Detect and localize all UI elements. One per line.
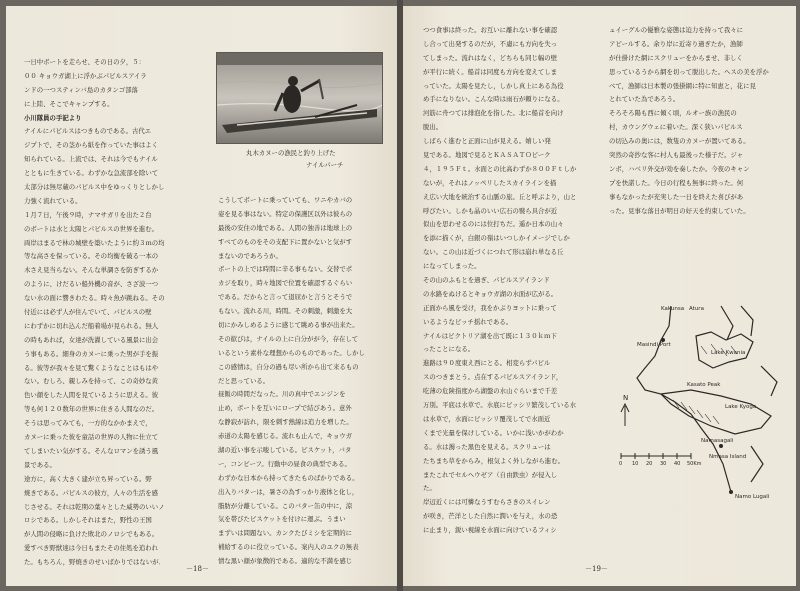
map-label-lake-kwania: Lake Kwania (711, 350, 746, 356)
text-line: を添に描くが，白銀の嶺はいつしかイメージでしか (423, 234, 570, 243)
text-line: 湖の近い事を示唆している。ビスケット，バタ (218, 446, 352, 455)
map-label-namasagali: Namasagali (701, 438, 734, 444)
text-line: 吃薄の危険指度から湖盤の水山ぐらいまで千差 (423, 387, 558, 396)
text-line: じさせる。それは乾期の葉々とした威勢のいいノ (24, 502, 165, 511)
text-line: 等な高さを保っている。その均衡を破る一本の (24, 252, 159, 261)
text-line: う事もある。細身のカヌーに乗った男が手を振 (24, 349, 159, 358)
text-line: ったことになる。 (423, 345, 475, 354)
page-number-left: －18－ (186, 565, 209, 573)
text-line: が人間の侵略に負けた敗北のノロシでもある。 (24, 530, 159, 539)
text-line: のボートは水と太陽とパピルスの世界を進む。 (24, 224, 159, 233)
text-line: とともに生きている。わずかな急流部を除いて (24, 169, 159, 178)
text-line: 河筋に舟つては排泡化を指した。北に船首を向け (423, 109, 564, 118)
text-line: 姿を見る事はない。特定の保護区以外は彼らの (218, 209, 353, 218)
text-line: ンドの一つスティンバ島のカタンゴ部落 (24, 85, 138, 94)
text-line: め手になりない。こんな時は雨石が頼りになる。 (423, 95, 564, 104)
left-page (6, 6, 397, 586)
map-north-label: N (623, 394, 629, 402)
text-line: またこれでセルヘウゼア（自由鉄虫）が侵入し (423, 470, 558, 479)
text-line: つつ食事は終った。お互いに離れない事を確認 (423, 26, 558, 34)
photo-caption-line2: ナイルパーチ (306, 161, 344, 169)
text-line: 呼びたい。しかも晶のいい広石の襞ら具合が近 (423, 206, 558, 215)
text-line: とれていた為であろう。 (609, 95, 680, 104)
text-line: 両岸はまるで林の城壁を築いたように約３ｍの均 (24, 238, 165, 247)
text-line: すべてのものをその支配下に置かないと気がす (218, 237, 353, 246)
text-line: 情な黒い顔が象徴的である。適的な不満を感じ (218, 557, 353, 566)
scale-tick-20: 20 (646, 461, 653, 467)
text-line: 景である。 (24, 460, 56, 469)
map-label-atura: Atura (689, 306, 704, 312)
text-line: る。水は濁った黒色を見える。スクリューは (423, 442, 551, 451)
text-line: 太部分は無尽蔵のパピルス中をゆっくりとしかし (24, 183, 165, 192)
text-line: いるようなピッチ揺れである。 (423, 317, 513, 326)
text-line: ００ キョウガ湖上に浮かぶパピルスアイラ (24, 71, 147, 80)
text-line: になってしまった。 (423, 262, 481, 271)
text-line: にわずかに切れ込んだ船着場が見られる。無人 (24, 321, 159, 330)
text-line: し合って出発するのだが，不慮にも方向を失っ (423, 39, 558, 48)
text-line: くまで光量を保けしている。いかに浅いかがわか (423, 428, 564, 437)
text-line: そろそろ陽も西に傾く頃，ルオー族の漁民の (609, 109, 737, 118)
scale-tick-0: 0 (619, 461, 623, 467)
text-line: わずかな日本から持ってきたものばかりである。 (218, 473, 359, 482)
text-line: 色い顔をした人間を見ているように思える。彼 (24, 391, 159, 400)
text-line: しばらく進むと正面に山が見える。嬉しい発 (423, 137, 551, 146)
scale-tick-30: 30 (660, 461, 667, 467)
text-line: の水路をぬけるとキョウガ湖の水面が広がる。 (423, 289, 558, 298)
text-line: え広い大地を統治する山脈の旅。丘と呼ぶより，山と (423, 192, 577, 201)
text-line: ロシである。しかしそれはまた，野性の王国 (24, 516, 152, 525)
text-line: ない水の面に響きわたる。時々魚が跳ねる。その (24, 294, 165, 303)
text-line: 事もなかったが充実した一日を終えた喜びがあ (609, 192, 744, 201)
text-line: が平行に続く。船首は同度も方向を変えてしま (423, 67, 558, 76)
text-line: は水草で，水面にピッシリ覆茂してで水面近 (423, 414, 551, 423)
text-line: いるという素朴な理想からのものであった。しかし (218, 348, 365, 357)
map-label-kasato-peak: Kasato Peak (687, 382, 721, 388)
page-number-right: －19－ (585, 565, 608, 573)
text-line: べて，漁師は日本製の張掛網に特に知恵と，花に見 (609, 81, 756, 90)
text-line: その山のふもとを過ぎ、パピルスアイランド (423, 276, 550, 285)
text-line: 木さえ見当らない。そんな単調さを防ぎするか (24, 266, 159, 275)
text-line: ュイーグルの優雅な姿態は迫力を持って我々に (609, 26, 744, 34)
namasagali-dot (719, 444, 723, 448)
text-line: 見である。地図で見るとＫＡＳＡＴＯピーク (423, 151, 551, 160)
text-line: に止まり，鋭い視線を水面に向けているフィシ (423, 526, 557, 535)
text-line: 昼飯の時間だなった。川の真中でエンジンを (218, 390, 346, 399)
map-label-namo-lugali: Namo Lugali (735, 494, 770, 500)
namo-lugali-dot (729, 490, 733, 494)
text-line: もない。流れる川，時間。その刺激，刺激を大 (218, 307, 353, 316)
text-line: 似山を思わせるのには位打ちだ。遥か日本の山々 (423, 220, 564, 229)
text-line: た。 (423, 484, 436, 493)
text-line: 等も何１２０数年の世界に住きる人間なのだ。 (24, 405, 159, 414)
text-line: てしまいたい気がする。そんなロマンを誘う風 (24, 446, 159, 455)
text-line: その歓びは，ナイルの上に自分がが今，存在して (218, 334, 359, 343)
text-line: ないが，それはノッペリしたスカイラインを描 (423, 178, 557, 187)
text-line: 愛すべき野獣達は今日もまたその住処を追われ (24, 544, 159, 553)
text-line: こうしてボートに乗っていても、ワニやカバの (218, 196, 353, 204)
text-line: な静寂が訪れ，限を刺す熱線は追力を増した。 (218, 418, 353, 427)
text-line: 付近には必ず人が住んでいて、パピルスの壁 (24, 308, 152, 317)
text-line: 脱出。 (423, 123, 443, 132)
text-line: ４，１９５Ｆｔ。水面との比高わずか８００Ｆｔしか (423, 164, 577, 173)
text-line: 進路は９０度東え西にとる。相変らずパピル (423, 359, 551, 368)
left-column-a (24, 56, 210, 570)
text-line: 赤道の太陽を感じる。流れも止んで，キョウガ (218, 432, 353, 441)
text-line: が咲き，芒洋とした自然に潤いを与え，水の恐 (423, 512, 558, 521)
text-line: カジを取り，時々地図で位置を確認するぐらい (218, 279, 353, 288)
text-line: この感情は，自分の過も尽い所から出て来るもの (218, 362, 359, 371)
text-line: っていた。太陽を見たし，しかし真上にある為役 (423, 81, 564, 90)
text-line: 万別。平底は水草で。水底にビッシリ繁茂している水 (423, 401, 576, 410)
text-line: 途方に，高く大きく建が立ち昇っている。野 (24, 474, 152, 483)
text-line: 村，カウングウェに着いた。深く狭いパピルス (609, 123, 743, 132)
scale-tick-50km: 50Km (687, 461, 702, 467)
text-line: 突然の奇抄な客に村人も最後った様子だ。ジャ (609, 151, 744, 160)
text-line: プを快諾した。今日の行程も無事に終った。何 (609, 178, 744, 187)
text-line: 焼きである。パピルスの彼方，人々の生活を感 (24, 488, 159, 497)
text-line: 脂肪が分離している。このバター缶の中に，涼 (218, 501, 353, 510)
text-line: ンボ，ハベリ外交が効を奏したか。今夜のキャン (609, 164, 750, 173)
text-line: 最後の安住の地である。人間の独善は地球上の (218, 223, 353, 232)
text-line: 切にかみしめるように感じて眺める事が出来た。 (218, 321, 359, 330)
text-line: である。だからと言って退屈かと言うとそうで (218, 293, 353, 302)
text-line: 一日中ボートを走らせ、その日の夕，５： (24, 58, 146, 66)
text-line: 知られている。上流では、それは今でもナイル (24, 155, 158, 164)
map-label-kakunsa: Kakunsa (661, 306, 685, 312)
route-map (601, 296, 786, 526)
map-label-nmasa-island: Nmasa Island (709, 454, 747, 460)
text-line: ナイルはビクトリア湖を出て既に１３０ｋｍ下 (423, 331, 557, 340)
text-line: まずいは問題ない。カンクたびミシを定期的に (218, 529, 353, 538)
text-line: てしまった。流れはなく，どちらも同じ幅の壁 (423, 53, 558, 62)
text-line: る。彼等が我々を見て驚くようなことはもはや (24, 363, 159, 372)
canoe-photo (216, 52, 383, 144)
text-line: 正面から風を受け，我をかぶりヨットに乗って (423, 303, 557, 312)
text-line: １月７日，午後９時，ナマサガリを出た２台 (24, 210, 152, 219)
text-line: ボートの上では時間に辛る事もない。交替でポ (218, 265, 353, 274)
text-line: 思っているうから網を切って脱出した。ヘスの美を浮か (609, 67, 769, 76)
text-line: だと思っている。 (218, 376, 270, 385)
text-line: まないのであろうか。 (218, 251, 282, 260)
text-line: った。見事な落日が明日の好天を約束していた。 (609, 206, 750, 215)
text-line: た。もちろん，野焼きのせいばかりではないが． (24, 558, 165, 567)
text-line: が仕掛けた網にスクリューをからませ、非しく (609, 53, 743, 62)
text-line: のように、けだるい船外機の音が、さざ波一つ (24, 280, 159, 289)
text-line: ジプトで、その茎から紙を作っていた事はよく (24, 141, 159, 150)
left-column-b (218, 194, 388, 569)
scale-tick-40: 40 (674, 461, 681, 467)
text-line: そうは思ってみても，一方的なかかまえで， (24, 419, 152, 428)
text-line: 止め，ボートを互いにロープで結びあう。意外 (218, 404, 352, 413)
photo-caption-line1: 丸木カヌーの漁民と釣り上げた (246, 149, 336, 157)
section-subheading: 小川隊員の手記より (24, 113, 82, 122)
north-arrow-icon (621, 404, 629, 426)
text-line: 力強く流れている。 (24, 196, 82, 205)
text-line: 岸辺近くには可憐なうすむらさきのスイレン (423, 498, 551, 507)
text-line: ない。この山は近づくにつれて形は崩れ単なる丘 (423, 248, 564, 257)
text-line: たちまち草をからみ，根気よく外しながら進む。 (423, 456, 564, 465)
scale-tick-10: 10 (632, 461, 639, 467)
text-line: の時もあれば，女達が洗濯している風景に出会 (24, 335, 159, 344)
text-line: スのつきまとう。点在するパピルスアイランド， (423, 373, 563, 382)
right-column-a (423, 24, 601, 538)
map-label-masindi-port: Masindi Port (637, 342, 671, 348)
text-line: アピールする。余り岸に近寄り過ぎたか，漁師 (609, 39, 743, 48)
text-line: 気を帯びたビスケットを付けに運ぶ。うまい (218, 515, 346, 524)
text-line: に上陸、そこでキャンプする。 (24, 99, 114, 108)
lake-kyoga-shore (661, 390, 771, 434)
right-column-b (609, 24, 787, 218)
text-line: 補給するのに役立っている。案内人のユクの無表 (218, 543, 359, 552)
text-line: 出入りバターは，暑さの為すっかり液体と化し， (218, 487, 359, 496)
text-line: ナイルにパピルスはつきものである。古代エ (24, 127, 152, 136)
text-line: ー，コンビーフ。行動中の昼食の典型である。 (218, 459, 351, 468)
right-page (403, 6, 796, 586)
map-label-lake-kyoga: Lake Kyoga (725, 404, 757, 410)
text-line: カヌーに乗った彼を童話の世界の人物に仕立て (24, 433, 159, 442)
text-line: ない。むしろ、親しみを持って、この奇妙な黄 (24, 377, 159, 386)
text-line: の切込みの奥には，数隻のカヌーが置いてある。 (609, 137, 750, 146)
